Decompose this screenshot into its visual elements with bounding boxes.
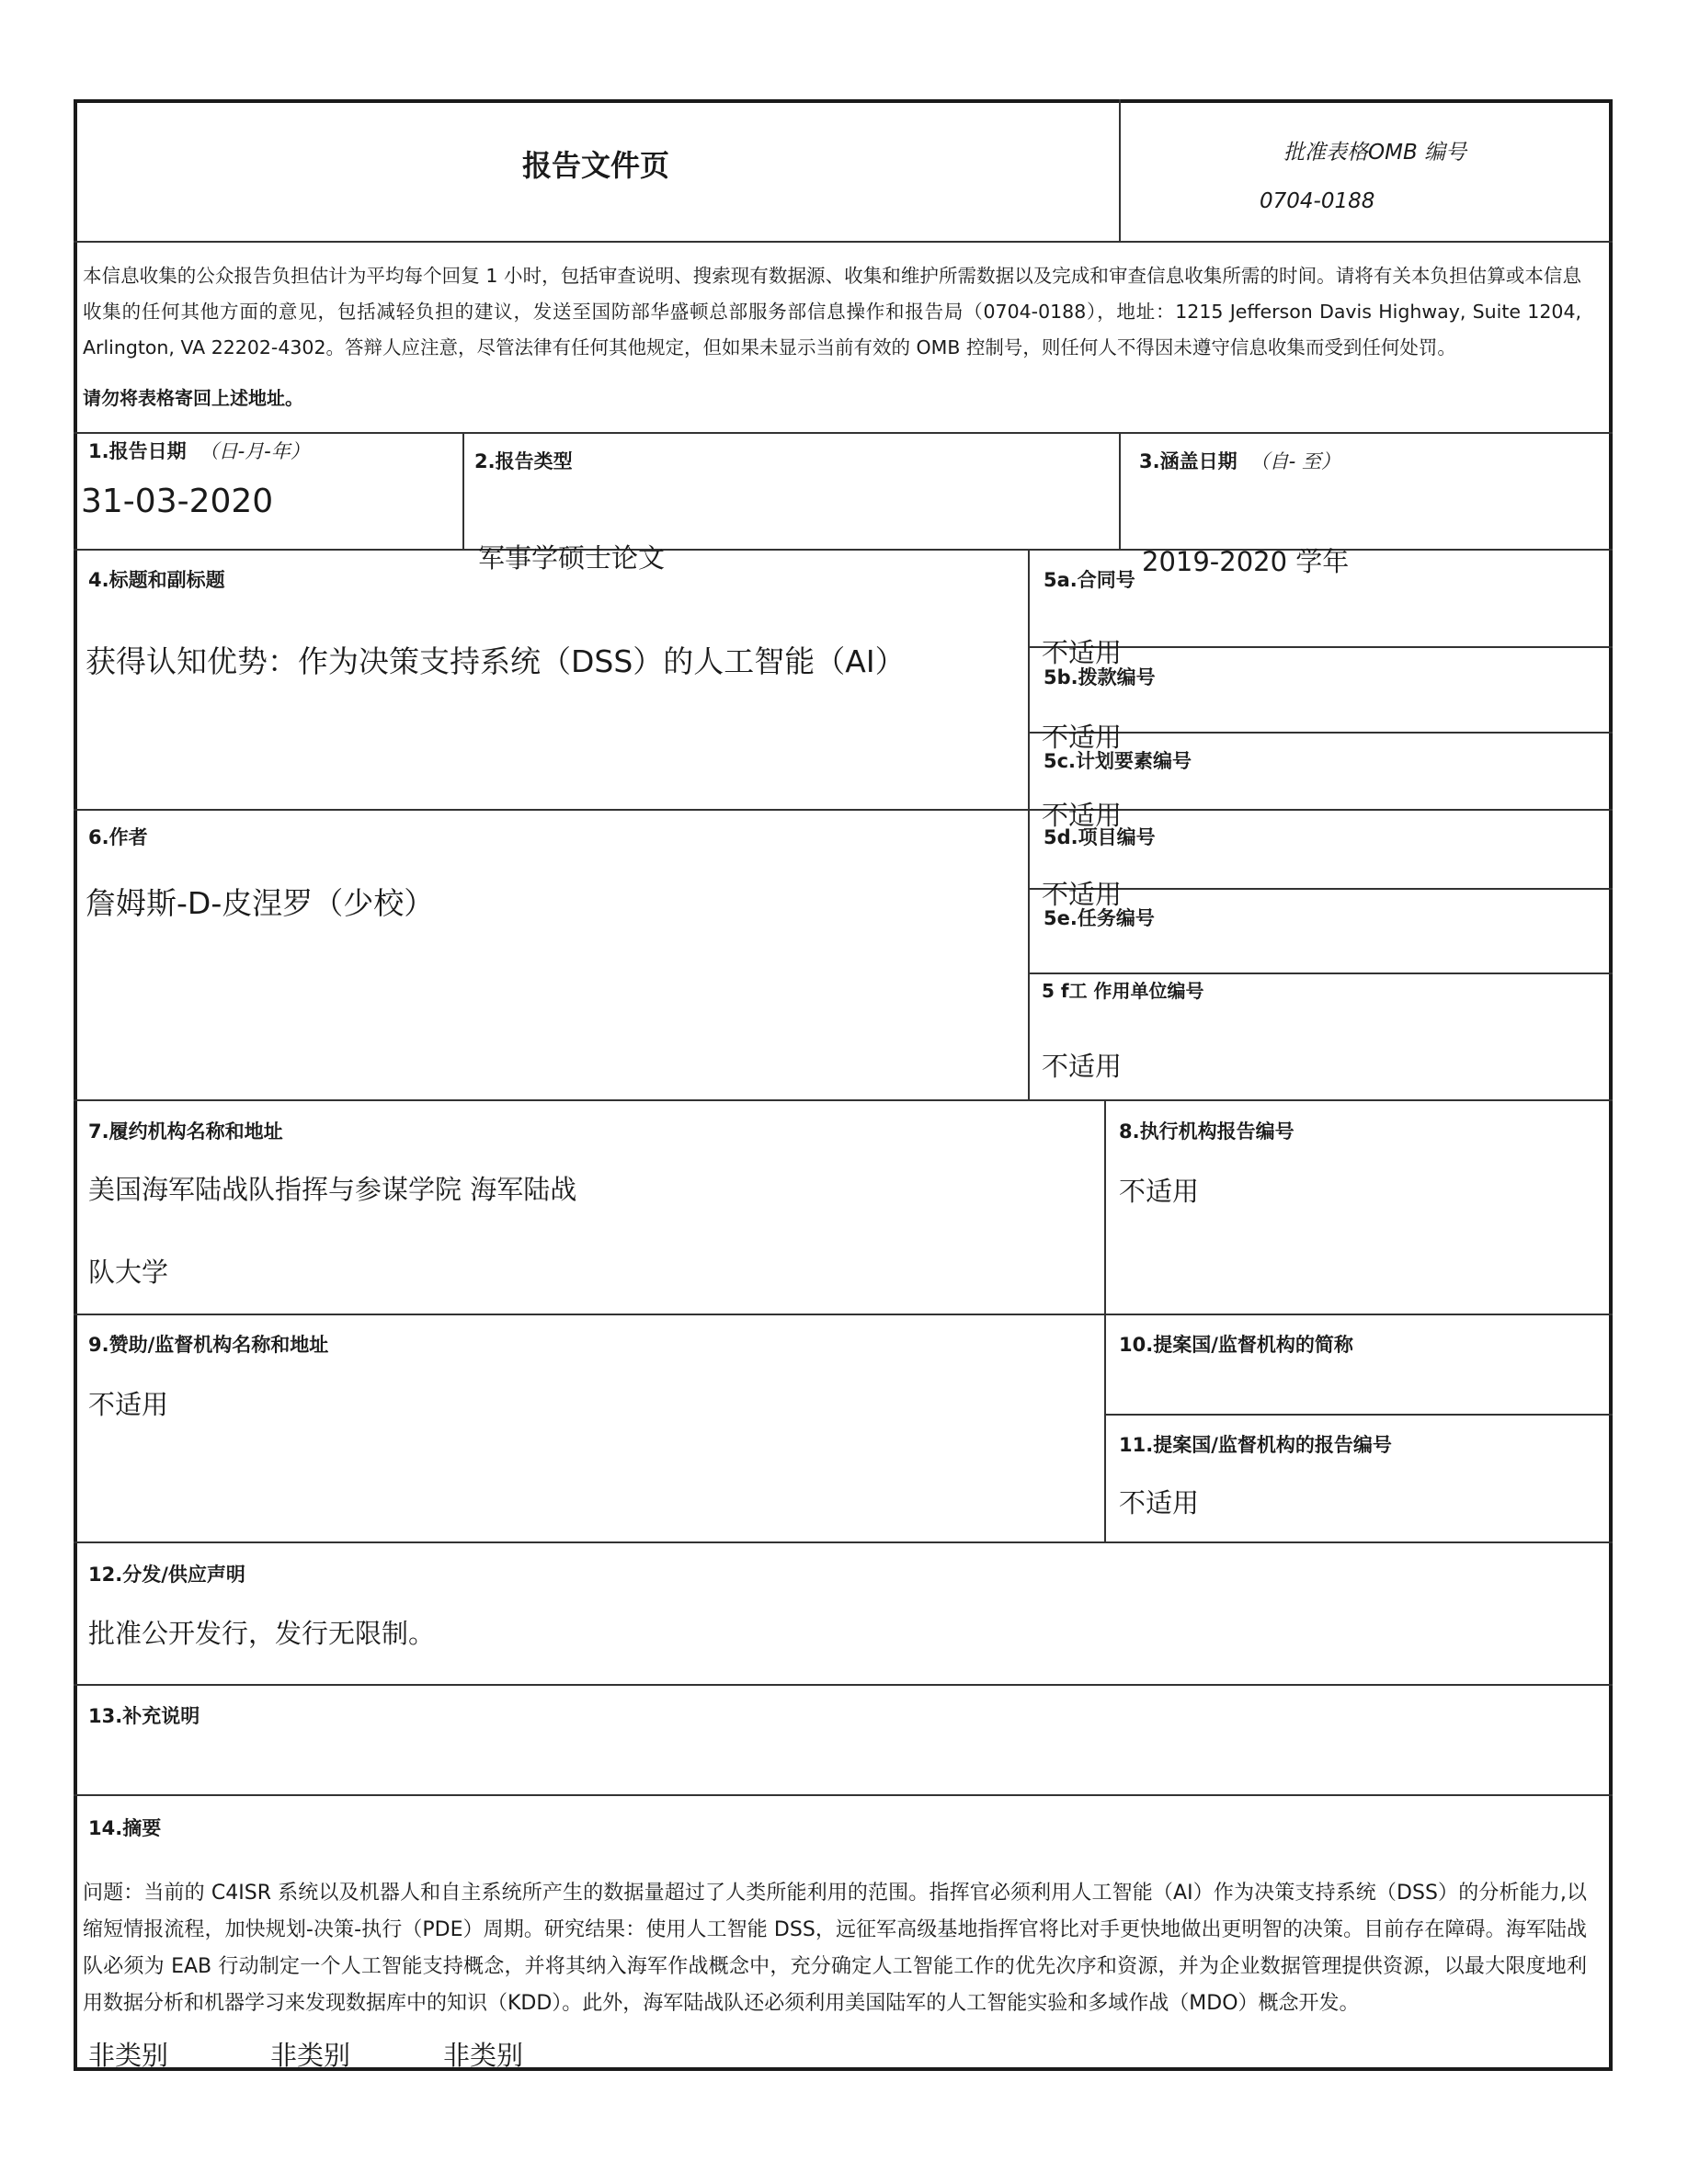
field-1-sublabel: （日-月-年） [199, 440, 310, 462]
author: 詹姆斯-D-皮涅罗（少校） [86, 885, 435, 921]
performing-org-line1: 美国海军陆战队指挥与参谋学院 海军陆战 [88, 1174, 577, 1205]
omb-label: 批准表格OMB 编号 [1283, 141, 1467, 165]
report-type: 军事学硕士论文 [478, 542, 666, 574]
performing-org-line2: 队大学 [88, 1257, 169, 1288]
form-title: 报告文件页 [522, 148, 670, 183]
field-4-label: 4.标题和副标题 [88, 569, 225, 591]
field-3-label-text: 3.涵盖日期 [1139, 450, 1237, 472]
classification-3: 非类别 [443, 2040, 524, 2071]
rule-row2 [74, 809, 1613, 811]
field-5c-label: 5c.计划要素编号 [1044, 750, 1192, 772]
project-number: 不适用 [1042, 879, 1123, 910]
sponsoring-agency: 不适用 [88, 1389, 169, 1420]
rule-row4 [74, 1314, 1613, 1315]
abstract: 问题：当前的 C4ISR 系统以及机器人和自主系统所产生的数据量超过了人类所能利用的范围。指挥官必须利用人工智能（AI）作为决策支持系统（DSS）的分析能力,以缩短情报流程，加快规划-决策-执行（PDE）周期。研究结果：使用人工智能 DSS，远征军高级基地指挥官将比对手更快地做出更明智的决策。目前存在障碍。海军陆战队必须为 EAB 行动制定一个人工智能支持概念，并将其纳入海军作战概念中，充分确定人工智能工作的优先次序和资源，并为企业数据管理提供资源，以最大限度地利用数据分析和机器学习来发现数据库中的知识（KDD）。此外，海军陆战队还必须利用美国陆军的人工智能实验和多域作战（MDO）概念开发。 [83, 1882, 1587, 2015]
distribution-statement: 批准公开发行，发行无限制。 [88, 1618, 436, 1649]
contract-number: 不适用 [1042, 637, 1123, 668]
field-9-label: 9.赞助/监督机构名称和地址 [88, 1334, 329, 1356]
rule-v-5 [1028, 549, 1030, 1099]
dates-covered: 2019-2020 学年 [1142, 546, 1350, 577]
field-2-label: 2.报告类型 [474, 450, 573, 472]
performing-org-report-number: 不适用 [1119, 1176, 1200, 1207]
omb-number: 0704-0188 [1260, 189, 1375, 213]
rule-row6 [74, 1684, 1613, 1686]
field-6-label: 6.作者 [88, 826, 148, 848]
field-11-label: 11.提案国/监督机构的报告编号 [1119, 1434, 1392, 1456]
field-13-label: 13.补充说明 [88, 1705, 200, 1727]
field-12-label: 12.分发/供应声明 [88, 1564, 245, 1586]
field-7-label: 7.履约机构名称和地址 [88, 1120, 283, 1143]
rule-row1 [74, 549, 1613, 551]
rule-notice [74, 432, 1613, 434]
field-3-label [1139, 447, 1340, 474]
form-frame [74, 99, 1613, 2071]
field-5b-label: 5b.拨款编号 [1044, 666, 1156, 688]
field-5a-label: 5a.合同号 [1044, 569, 1135, 591]
sponsor-report-number: 不适用 [1119, 1487, 1200, 1519]
field-5f-label: 5 f工 作用单位编号 [1042, 980, 1204, 1002]
program-element-number: 不适用 [1042, 800, 1123, 831]
field-1-label [88, 437, 310, 464]
work-unit-number: 不适用 [1042, 1051, 1123, 1082]
field-8-label: 8.执行机构报告编号 [1119, 1120, 1295, 1143]
burden-notice: 本信息收集的公众报告负担估计为平均每个回复 1 小时，包括审查说明、搜索现有数据源、收集和维护所需数据以及完成和审查信息收集所需的时间。请将有关本负担估算或本信息收集的任何其他方面的意见，包括减轻负担的建议，发送至国防部华盛顿总部服务部信息操作和报告局（0704-0188），地址：1215 Jefferson Davis Highway, Suite 1204, Arlington, VA 22202-4302。答辩人应注意，尽管法律有任何其他规定，但如果未显示当前有效的 OMB 控制号，则任何人不得因未遵守信息收集而受到任何处罚。 [83, 265, 1581, 358]
rule-row7 [74, 1794, 1613, 1796]
field-14-label: 14.摘要 [88, 1817, 162, 1839]
rule-5e [1030, 973, 1613, 974]
return-note: 请勿将表格寄回上述地址。 [83, 387, 303, 409]
classification-2: 非类别 [270, 2040, 351, 2071]
report-title: 获得认知优势：作为决策支持系统（DSS）的人工智能（AI） [86, 643, 906, 679]
rule-v-2-3 [1119, 432, 1121, 549]
classification-1: 非类别 [88, 2040, 169, 2071]
rule-header [74, 241, 1613, 243]
rule-10 [1105, 1414, 1613, 1416]
field-3-sublabel: （自- 至） [1249, 450, 1340, 472]
rule-row3 [74, 1099, 1613, 1101]
field-5e-label: 5e.任务编号 [1044, 907, 1155, 929]
field-5d-label: 5d.项目编号 [1044, 826, 1156, 848]
rule-v-header [1119, 99, 1121, 241]
field-1-label-text: 1.报告日期 [88, 440, 187, 462]
grant-number: 不适用 [1042, 722, 1123, 753]
field-10-label: 10.提案国/监督机构的简称 [1119, 1334, 1353, 1356]
rule-v-1-2 [462, 432, 464, 549]
rule-row5 [74, 1541, 1613, 1543]
rule-v-8-10 [1104, 1099, 1106, 1541]
report-date: 31-03-2020 [81, 483, 274, 520]
